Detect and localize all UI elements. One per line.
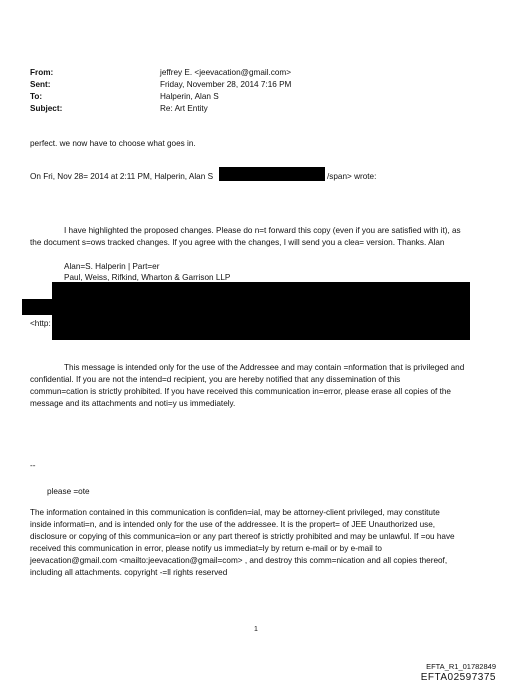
bates-number-large: EFTA02597375 (420, 672, 496, 683)
http-fragment: <http: (30, 319, 51, 328)
confidentiality-line: jeevacation@gmail.com <mailto:jeevacation@gmail=com> , and destroy this comm=nication and all copies thereof, (30, 556, 448, 565)
page-number: 1 (254, 626, 258, 633)
confidentiality-line: received this communication in error, please notify us immediat=ly by return e-mail or by e-mail to (30, 544, 382, 553)
redaction-block (52, 282, 470, 340)
subject-label: Subject: (30, 104, 63, 113)
bates-number-small: EFTA_R1_01782849 (426, 662, 496, 671)
from-label: From: (30, 68, 54, 77)
notice-line: commun=cation is strictly prohibited. If you have received this communication in=error, please erase all copies of the (30, 387, 451, 396)
confidentiality-line: including all attachments. copyright -=ll rights reserved (30, 568, 228, 577)
signature-name: Alan=S. Halperin | Part=er (64, 262, 160, 271)
sent-label: Sent: (30, 80, 51, 89)
subject-value: Re: Art Entity (160, 104, 208, 113)
confidentiality-line: inside informati=n, and is intended only for the use of the addressee. It is the propert= of JEE Unauthorized use, (30, 520, 436, 529)
please-note: please =ote (47, 487, 90, 496)
quoted-para-line: the document s=ows tracked changes. If you agree with the changes, I will send you a clea= version. Thanks. Alan (30, 238, 445, 247)
to-label: To: (30, 92, 43, 101)
quoted-para-line: I have highlighted the proposed changes. Please do n=t forward this copy (even if you are satisfied with it), as (64, 226, 461, 235)
redaction-block (22, 299, 54, 315)
sent-value: Friday, November 28, 2014 7:16 PM (160, 80, 292, 89)
redaction-box (219, 167, 325, 181)
to-value: Halperin, Alan S (160, 92, 219, 101)
quote-intro-end: /span> wrote: (327, 172, 377, 181)
notice-line: confidential. If you are not the intend=d recipient, you are hereby notified that any dissemination of this (30, 375, 401, 384)
reply-text: perfect. we now have to choose what goes in. (30, 139, 196, 148)
confidentiality-line: The information contained in this communication is confiden=ial, may be attorney-client privileged, may constitute (30, 508, 440, 517)
from-value: jeffrey E. <jeevacation@gmail.com> (160, 68, 292, 77)
signature-firm: Paul, Weiss, Rifkind, Wharton & Garrison LLP (64, 273, 231, 282)
notice-line: message and its attachments and noti=y us immediately. (30, 399, 236, 408)
quote-intro: On Fri, Nov 28= 2014 at 2:11 PM, Halperin, Alan S (30, 172, 214, 181)
separator-dashes: -- (30, 461, 36, 470)
confidentiality-line: disclosure or copying of this communica=ion or any part thereof is strictly prohibited and may be unlawful. If =ou have (30, 532, 455, 541)
notice-line: This message is intended only for the use of the Addressee and may contain =nformation that is privileged and (64, 363, 465, 372)
